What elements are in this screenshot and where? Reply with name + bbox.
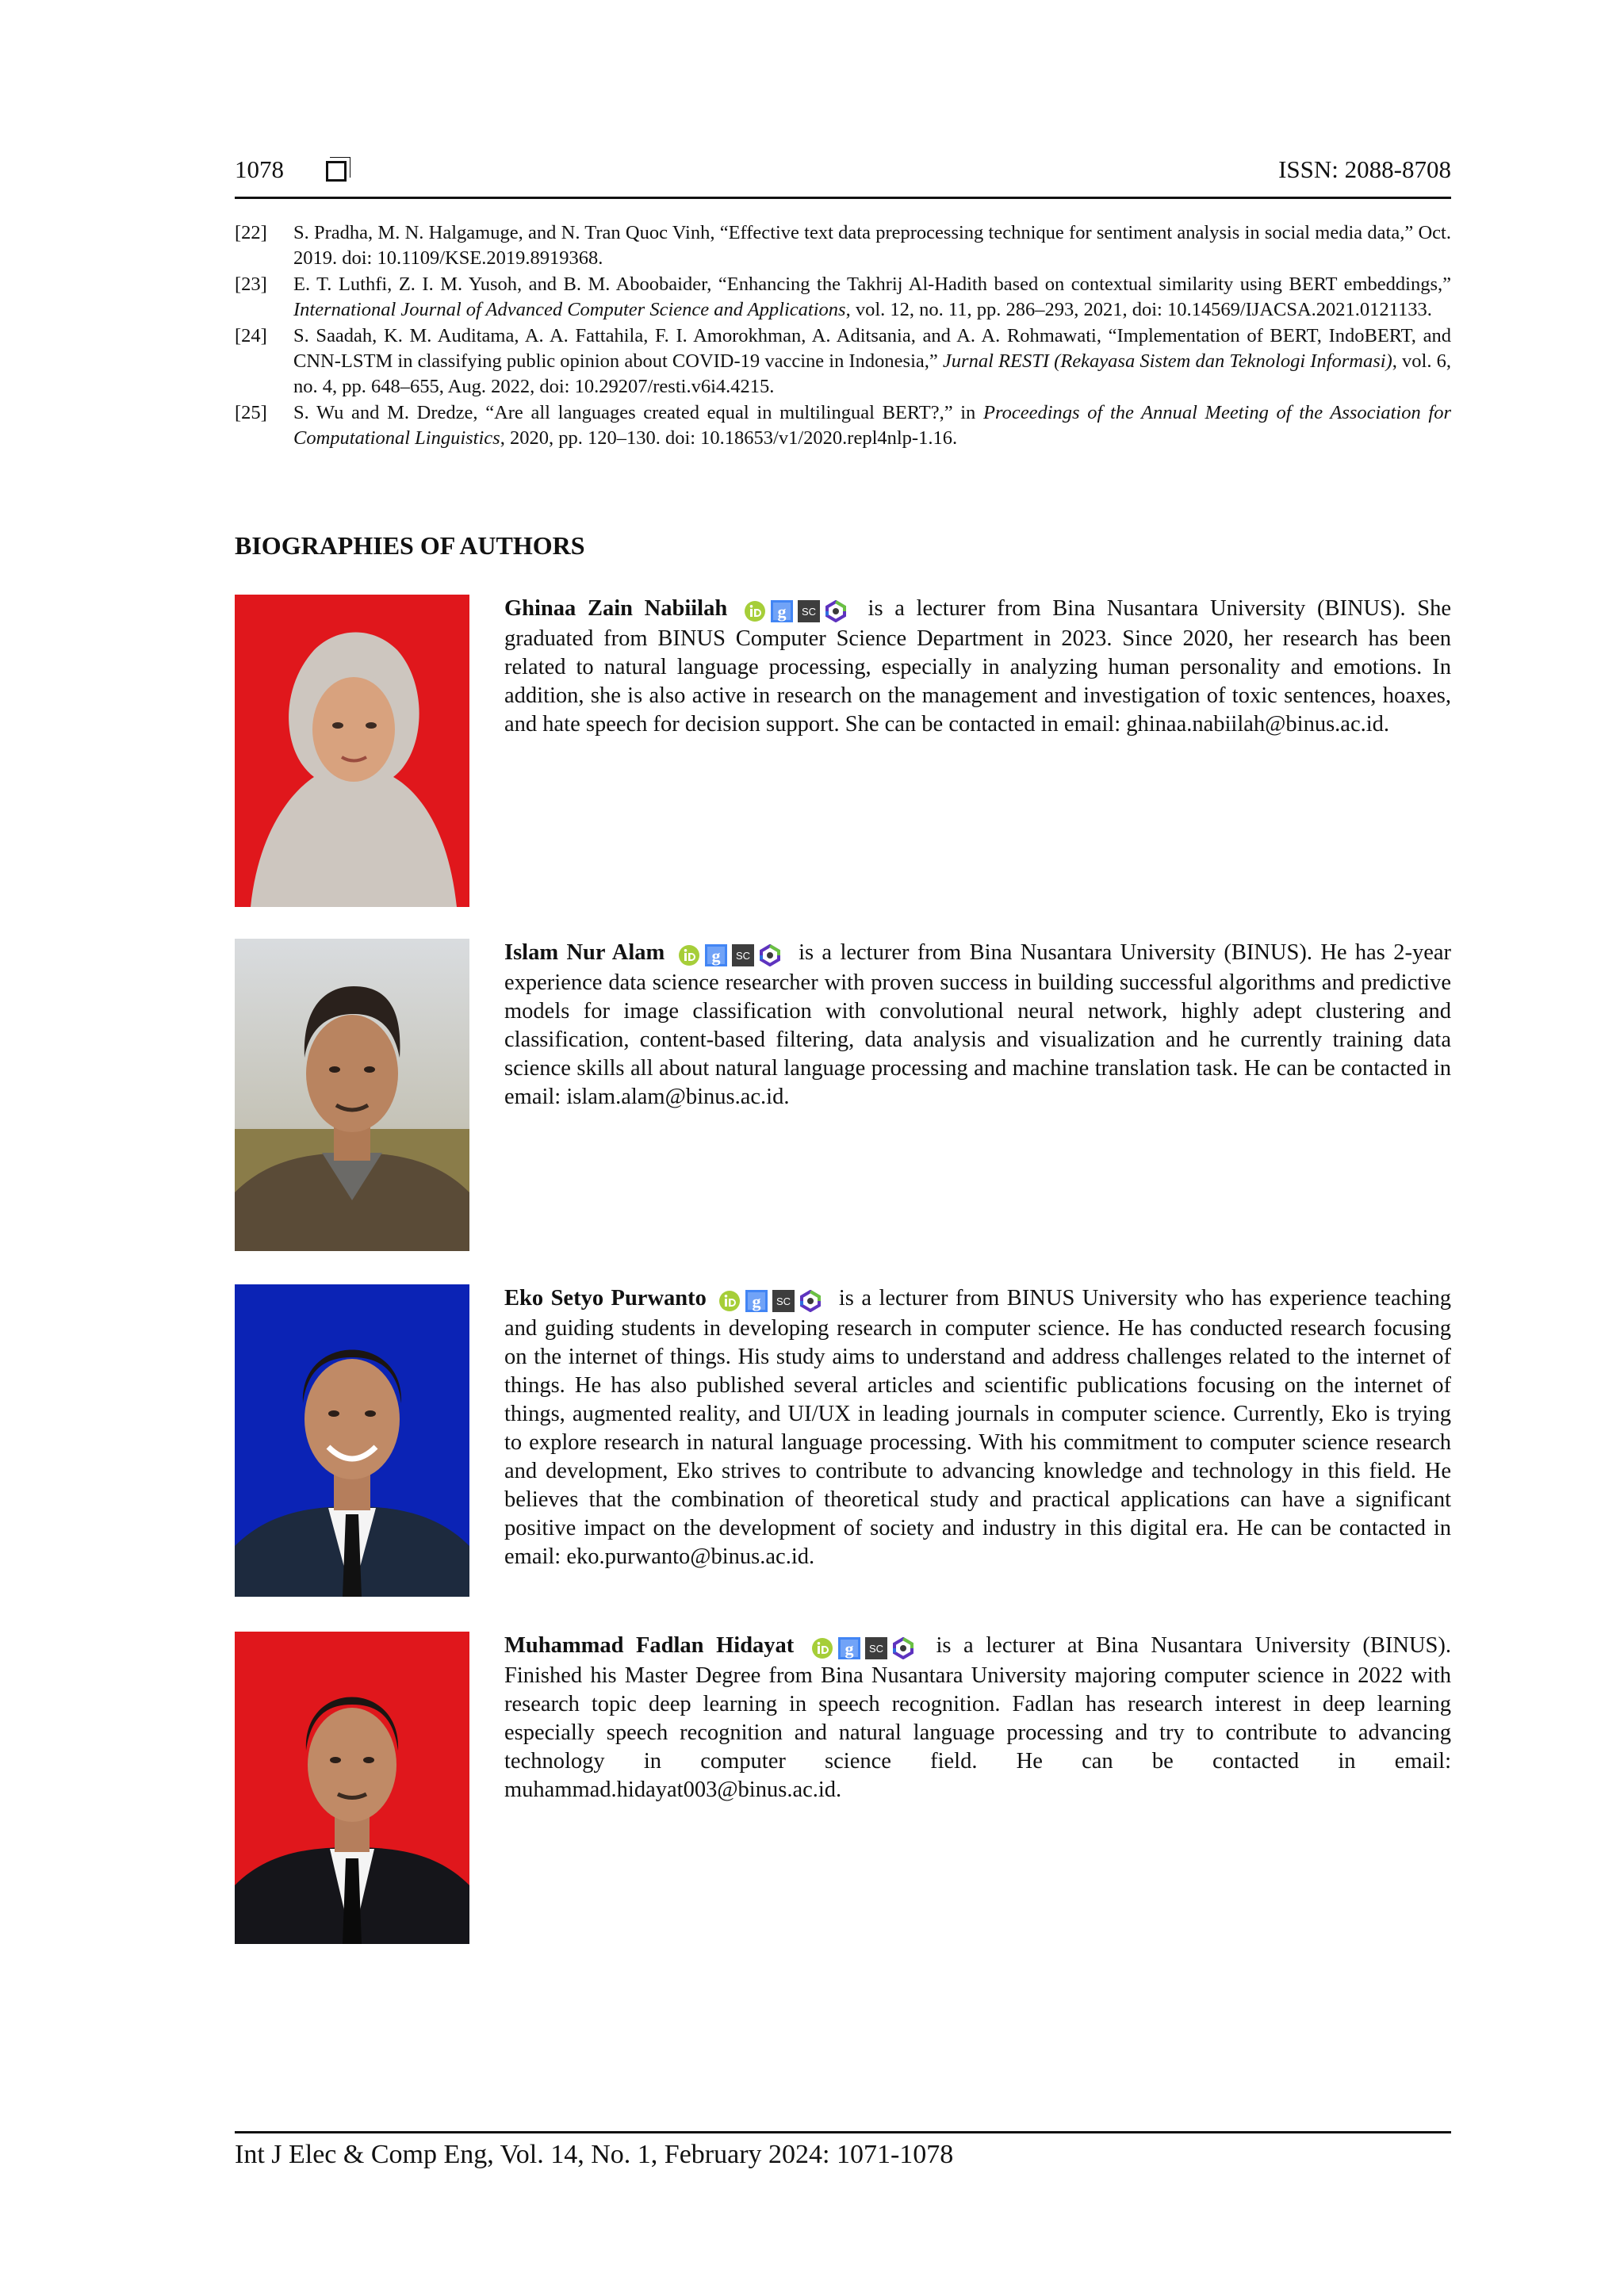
bio-text [504, 939, 1451, 1112]
author-photo [235, 1632, 469, 1944]
author-profile-links [678, 940, 786, 969]
page-header [235, 155, 1451, 199]
reference-details: , 2020, pp. 120–130. doi: 10.18653/v1/2020.repl4nlp-1.16. [500, 427, 958, 449]
author-photo [235, 939, 469, 1251]
reference-number: [25] [235, 402, 267, 423]
author-name: Ghinaa Zain Nabiilah [504, 596, 728, 621]
author-name: Eko Setyo Purwanto [504, 1286, 707, 1311]
reference-25 [235, 400, 1451, 451]
google-scholar-icon[interactable] [838, 1637, 860, 1659]
author-name: Islam Nur Alam [504, 940, 665, 965]
orcid-icon[interactable] [678, 944, 700, 966]
scopus-icon[interactable] [865, 1637, 887, 1659]
page-box-icon [326, 161, 347, 182]
publons-icon[interactable] [892, 1637, 914, 1659]
scopus-icon[interactable] [798, 600, 820, 622]
reference-number: [24] [235, 325, 267, 346]
author-bio-text: is a lecturer from Bina Nusantara University (BINUS). He has 2-year experience data science researcher with proven success in building successful algorithms and predictive models for image classification with convolutional neural network, highly adept clustering and classification, content-based filtering, data analysis and visualization and he currently training data science skills all about natural language processing and machine translation task. He can be contacted in email: islam.alam@binus.ac.id. [504, 940, 1452, 1109]
orcid-icon[interactable] [811, 1637, 833, 1659]
publons-icon[interactable] [799, 1290, 822, 1312]
author-bio-text: is a lecturer from Bina Nusantara University (BINUS). She graduated from BINUS Computer Science Department in 2023. Since 2020, her research has been related to natural language processing, especially in analyzing human personality and emotions. In addition, she is also active in research on the management and investigation of toxic sentences, hoaxes, and hate speech for decision support. She can be contacted in email: ghinaa.nabiilah@binus.ac.id. [504, 596, 1452, 737]
bio-text [504, 1284, 1451, 1571]
author-profile-links [744, 596, 852, 625]
issn: ISSN: 2088-8708 [1278, 155, 1451, 183]
reference-text: S. Wu and M. Dredze, “Are all languages created equal in multilingual BERT?,” in [293, 402, 983, 423]
reference-text: S. Saadah, K. M. Auditama, A. A. Fattahila, F. I. Amorokhman, A. Aditsania, and A. A. Rohmawati, “Implementation of BERT, IndoBERT, and CNN-LSTM in classifying public opinion about COVID-19 vaccine in Indonesia,” [293, 325, 1451, 372]
author-bio-text: is a lecturer at Bina Nusantara University (BINUS). Finished his Master Degree from Bina Nusantara University majoring computer science in 2022 with research topic deep learning in speech recognition. Fadlan has research interest in deep learning especially speech recognition and natural language processing and try to contribute to advancing technology in computer science field. He can be contacted in email: muhammad.hidayat003@binus.ac.id. [504, 1633, 1452, 1802]
section-title: BIOGRAPHIES OF AUTHORS [235, 531, 585, 560]
reference-details: , vol. 12, no. 11, pp. 286–293, 2021, doi: 10.14569/IJACSA.2021.0121133. [845, 299, 1432, 320]
reference-text: E. T. Luthfi, Z. I. M. Yusoh, and B. M. Aboobaider, “Enhancing the Takhrij Al-Hadith based on contextual similarity using BERT embeddings,” [293, 274, 1451, 295]
reference-22 [235, 220, 1451, 271]
orcid-icon[interactable] [718, 1290, 741, 1312]
publons-icon[interactable] [759, 944, 781, 966]
google-scholar-icon[interactable] [745, 1290, 768, 1312]
publons-icon[interactable] [825, 600, 847, 622]
page-number: 1078 [235, 155, 284, 183]
reference-list [235, 220, 1451, 452]
google-scholar-icon[interactable] [705, 944, 727, 966]
author-name: Muhammad Fadlan Hidayat [504, 1633, 795, 1658]
reference-journal: International Journal of Advanced Computer Science and Applications [293, 299, 846, 320]
footer-citation: Int J Elec & Comp Eng, Vol. 14, No. 1, February 2024: 1071-1078 [235, 2140, 954, 2169]
google-scholar-icon[interactable] [771, 600, 793, 622]
page-footer [235, 2131, 1451, 2170]
orcid-icon[interactable] [744, 600, 766, 622]
reference-23 [235, 272, 1451, 323]
reference-number: [22] [235, 222, 267, 243]
reference-number: [23] [235, 274, 267, 295]
scopus-icon[interactable] [772, 1290, 795, 1312]
scopus-icon[interactable] [732, 944, 754, 966]
bio-text [504, 595, 1451, 739]
bio-text [504, 1632, 1451, 1804]
author-profile-links [718, 1286, 826, 1314]
reference-text: S. Pradha, M. N. Halgamuge, and N. Tran Quoc Vinh, “Effective text data preprocessing technique for sentiment analysis in social media data,” Oct. 2019. doi: 10.1109/KSE.2019.8919368. [293, 222, 1451, 269]
author-profile-links [811, 1633, 919, 1662]
reference-24 [235, 323, 1451, 400]
reference-journal: Jurnal RESTI (Rekayasa Sistem dan Teknologi Informasi) [942, 350, 1392, 372]
author-bio-text: is a lecturer from BINUS University who has experience teaching and guiding students in developing research in computer science. He has conducted research focusing on the internet of things. His study aims to understand and address challenges related to the internet of things. He has also published several articles and scientific publications focusing on the internet of things, augmented reality, and UI/UX in leading journals in computer science. Currently, Eko is trying to explore research in natural language processing. With his commitment to computer science research and development, Eko strives to contribute to advancing knowledge and technology in this field. He believes that the combination of theoretical study and practical applications can have a significant positive impact on the development of society and industry in this digital era. He can be contacted in email: eko.purwanto@binus.ac.id. [504, 1286, 1452, 1569]
author-photo [235, 1284, 469, 1597]
author-photo [235, 595, 469, 907]
reference-details: , vol. 6, no. 4, pp. 648–655, Aug. 2022, doi: 10.29207/resti.v6i4.4215. [293, 350, 1452, 397]
reference-journal: Proceedings of the Annual Meeting of the Association for Computational Linguistics [293, 402, 1451, 449]
